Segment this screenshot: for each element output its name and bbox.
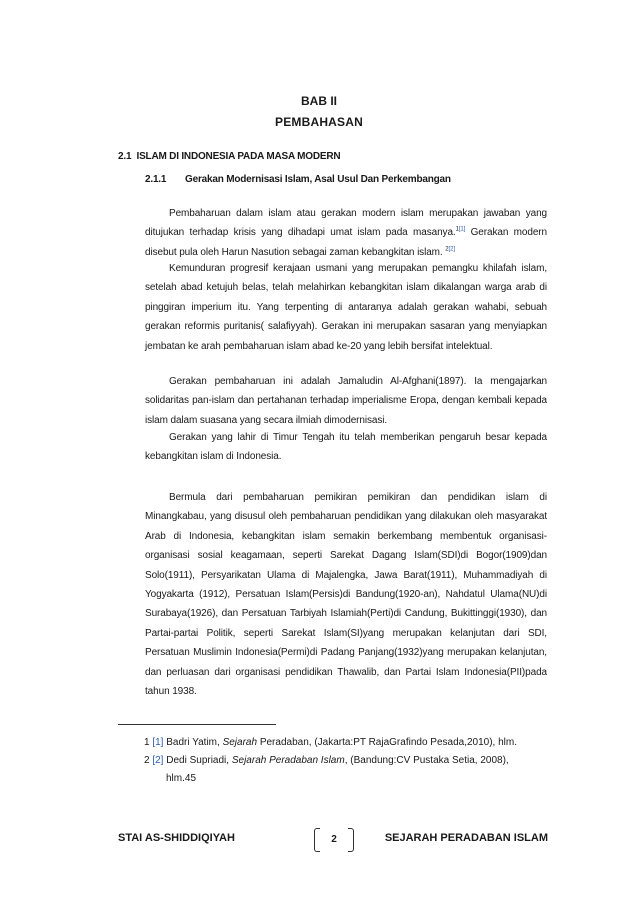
footnote-1 xyxy=(144,734,554,752)
footnote-1-rest: Peradaban, (Jakarta:PT RajaGrafindo Pesada,2010), hlm. xyxy=(257,737,518,748)
footnote-2-page: hlm.45 xyxy=(166,773,197,784)
footnote-1-author: Badri Yatim, xyxy=(163,737,223,748)
footnote-2-author: Dedi Supriadi, xyxy=(163,755,232,766)
footnote-2 xyxy=(144,752,554,788)
subsection-title: Gerakan Modernisasi Islam, Asal Usul Dan Perkembangan xyxy=(185,174,451,185)
footnote-2-title: Sejarah Peradaban Islam xyxy=(231,755,345,766)
paragraph-4 xyxy=(145,428,547,467)
chapter-title: PEMBAHASAN xyxy=(274,115,363,129)
paragraph-2 xyxy=(145,259,547,356)
footer-course-title: SEJARAH PERADABAN ISLAM xyxy=(384,832,548,844)
chapter-number: BAB II xyxy=(301,94,337,108)
footnote-2-number: 2 xyxy=(144,755,150,766)
footnote-1-title: Sejarah xyxy=(222,737,258,748)
paragraph-4-text: Gerakan yang lahir di Timur Tengah itu telah memberikan pengaruh besar kepada kebangkitan islam di Indonesia. xyxy=(145,432,547,463)
footnote-1-number: 1 xyxy=(144,737,150,748)
section-heading xyxy=(118,151,340,162)
footnote-ref-2-link[interactable]: [2] xyxy=(448,246,455,253)
footer-institution: STAI AS-SHIDDIQIYAH xyxy=(118,832,235,844)
left-bracket-decoration xyxy=(314,828,320,852)
footnote-2-rest: , (Bandung:CV Pustaka Setia, 2008), xyxy=(344,755,509,766)
section-title: ISLAM DI INDONESIA PADA MASA MODERN xyxy=(136,151,341,162)
paragraph-3 xyxy=(145,372,547,430)
footer-page-box xyxy=(314,828,354,852)
paragraph-5-text: Bermula dari pembaharuan pemikiran pemikiran dan pendidikan islam di Minangkabau, yang disusul oleh pembaharuan pendidikan yang dilakukan oleh masyarakat Arab di Indonesia, kebangkitan islam semakin berkembang membentuk organisasi-organisasi sosial keagamaan, seperti Sarekat Dagang Islam(SDI)di Bogor(1909)dan Solo(1911), Persyarikatan Ulama di Majalengka, Jawa Barat(1911), Muhammadiyah di Yogyakarta (1912), Persatuan Islam(Persis)di Bandung(1920-an), Nahdatul Ulama(NU)di Surabaya(1926), dan Persatuan Tarbiyah Islamiah(Perti)di Candung, Bukittinggi(1930), dan Partai-partai Politik, seperti Sarekat Islam(SI)yang merupakan kelanjutan dari SDI, Persatuan Muslimin Indonesia(Permi)di Padang Panjang(1932)yang merupakan kelanjutan, dan perluasan dari organisasi pendidikan Thawalib, dan Partai Islam Indonesia(PII)pada tahun 1938. xyxy=(145,492,547,698)
footnote-ref-1-number: 1 xyxy=(455,227,459,234)
paragraph-3-text: Gerakan pembaharuan ini adalah Jamaludin Al-Afghani(1897). Ia mengajarkan solidaritas pan-islam dan pertahanan terhadap imperialisme Eropa, dengan kembali kepada islam dalam suasana yang secara ilmiah dimodernisasi. xyxy=(145,376,547,426)
right-bracket-decoration xyxy=(348,828,354,852)
paragraph-1-part-b: Gerakan modern disebut pula oleh Harun Nasution sebagai zaman kebangkitan islam. xyxy=(145,227,547,258)
subsection-heading xyxy=(145,174,451,185)
subsection-number: 2.1.1 xyxy=(145,174,167,185)
footnote-separator xyxy=(118,724,276,725)
paragraph-5 xyxy=(145,488,547,701)
page-footer xyxy=(118,828,548,852)
paragraph-1-part-a: Pembaharuan dalam islam atau gerakan modern islam merupakan jawaban yang ditujukan terhadap krisis yang dihadapi umat islam pada masanya. xyxy=(145,208,547,239)
section-number: 2.1 xyxy=(118,151,132,162)
page-number: 2 xyxy=(331,834,337,845)
footnote-1-link[interactable]: [1] xyxy=(152,737,164,748)
footnote-ref-1-link[interactable]: [1] xyxy=(458,227,466,234)
paragraph-1 xyxy=(145,204,547,262)
footnote-ref-2-number: 2 xyxy=(445,246,449,253)
paragraph-2-text: Kemunduran progresif kerajaan usmani yang merupakan pemangku khilafah islam, setelah abad ketujuh belas, telah melahirkan kebangkitan islam dikalangan warga arab di pinggiran imperium itu. Yang terpenting di antaranya adalah gerakan wahabi, sebuah gerakan reformis puritanis( salafiyyah). Gerakan ini merupakan sasaran yang menyiapkan jembatan ke arah pembaharuan islam abad ke-20 yang lebih bersifat intelektual. xyxy=(145,263,547,352)
footnote-2-link[interactable]: [2] xyxy=(152,755,164,766)
